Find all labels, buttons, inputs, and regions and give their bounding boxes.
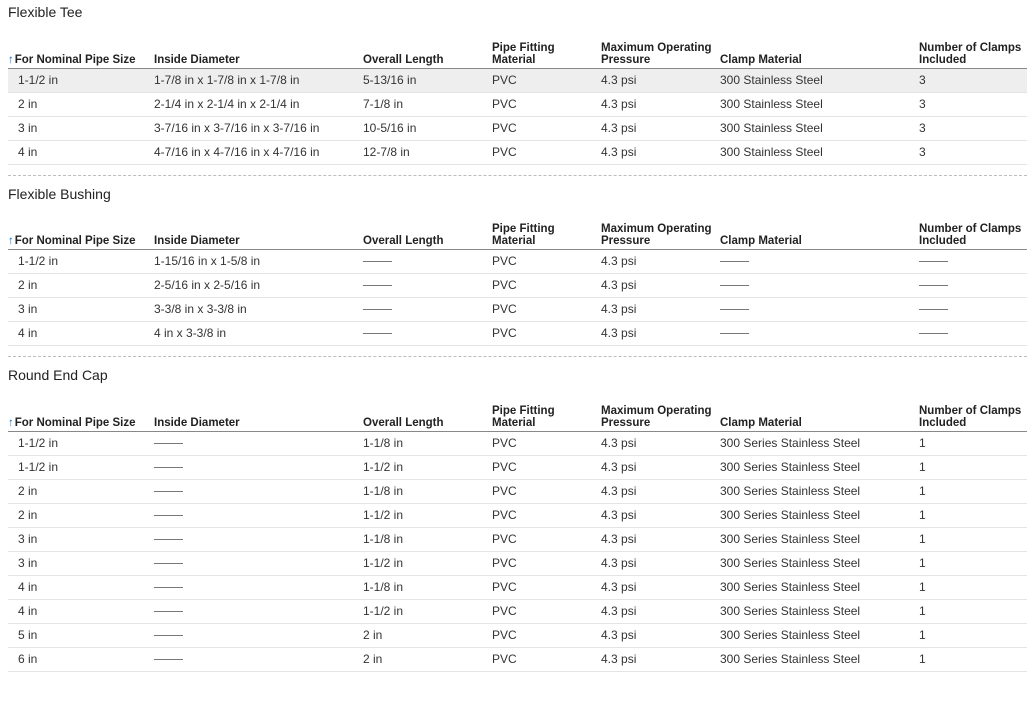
cell-pressure: 4.3 psi: [601, 322, 720, 346]
column-header-id: Inside Diameter: [154, 206, 363, 250]
cell-clamp: 300 Series Stainless Steel: [720, 503, 919, 527]
column-header-clamp: Clamp Material: [720, 24, 919, 68]
cell-material: PVC: [492, 623, 601, 647]
cell-clamp: [720, 298, 919, 322]
cell-id: 2-1/4 in x 2-1/4 in x 2-1/4 in: [154, 92, 363, 116]
cell-clamp: 300 Series Stainless Steel: [720, 575, 919, 599]
cell-clamp: 300 Series Stainless Steel: [720, 551, 919, 575]
cell-pressure: 4.3 psi: [601, 274, 720, 298]
table-row[interactable]: [8, 116, 1027, 140]
cell-clamps: [919, 250, 1027, 274]
cell-size: 4 in: [8, 140, 154, 164]
cell-size: 4 in: [8, 322, 154, 346]
cell-pressure: 4.3 psi: [601, 455, 720, 479]
column-header-clamps: Number of Clamps Included: [919, 387, 1027, 431]
table-row[interactable]: [8, 455, 1027, 479]
cell-material: PVC: [492, 527, 601, 551]
not-applicable-dash: [154, 635, 183, 636]
cell-size: 2 in: [8, 92, 154, 116]
column-header-id: Inside Diameter: [154, 387, 363, 431]
cell-clamps: 3: [919, 92, 1027, 116]
product-table: [8, 206, 1027, 347]
table-row[interactable]: [8, 575, 1027, 599]
product-section: [0, 0, 1027, 182]
column-header-pressure: Maximum Operating Pressure: [601, 387, 720, 431]
table-row[interactable]: [8, 551, 1027, 575]
cell-id: 1-7/8 in x 1-7/8 in x 1-7/8 in: [154, 68, 363, 92]
not-applicable-dash: [720, 309, 749, 310]
cell-clamps: 1: [919, 575, 1027, 599]
sort-arrow-icon: ↑: [8, 53, 14, 66]
section-title: Flexible Bushing: [8, 185, 111, 202]
cell-clamp: 300 Series Stainless Steel: [720, 647, 919, 671]
cell-clamps: 1: [919, 647, 1027, 671]
not-applicable-dash: [919, 261, 948, 262]
product-table: [8, 24, 1027, 165]
cell-material: PVC: [492, 92, 601, 116]
cell-length: 5-13/16 in: [363, 68, 492, 92]
cell-clamps: 1: [919, 455, 1027, 479]
cell-clamp: 300 Series Stainless Steel: [720, 455, 919, 479]
cell-clamps: [919, 322, 1027, 346]
column-header-clamps: Number of Clamps Included: [919, 24, 1027, 68]
cell-length: 7-1/8 in: [363, 92, 492, 116]
section-title: Flexible Tee: [8, 4, 83, 20]
cell-pressure: 4.3 psi: [601, 68, 720, 92]
cell-clamps: 1: [919, 623, 1027, 647]
cell-pressure: 4.3 psi: [601, 479, 720, 503]
cell-size: 1-1/2 in: [8, 68, 154, 92]
column-header-clamp: Clamp Material: [720, 387, 919, 431]
cell-clamp: 300 Series Stainless Steel: [720, 623, 919, 647]
table-row[interactable]: [8, 623, 1027, 647]
cell-size: 1-1/2 in: [8, 431, 154, 455]
cell-material: PVC: [492, 431, 601, 455]
cell-clamp: [720, 322, 919, 346]
not-applicable-dash: [919, 309, 948, 310]
column-header-length: Overall Length: [363, 387, 492, 431]
column-header-label: For Nominal Pipe Size: [14, 416, 136, 429]
cell-id: [154, 479, 363, 503]
cell-clamps: 3: [919, 68, 1027, 92]
cell-pressure: 4.3 psi: [601, 575, 720, 599]
cell-pressure: 4.3 psi: [601, 431, 720, 455]
cell-id: 2-5/16 in x 2-5/16 in: [154, 274, 363, 298]
cell-material: PVC: [492, 140, 601, 164]
cell-clamps: 1: [919, 599, 1027, 623]
table-row[interactable]: [8, 503, 1027, 527]
table-row[interactable]: [8, 250, 1027, 274]
cell-pressure: 4.3 psi: [601, 116, 720, 140]
column-header-pressure: Maximum Operating Pressure: [601, 206, 720, 250]
not-applicable-dash: [154, 611, 183, 612]
cell-clamps: 1: [919, 551, 1027, 575]
cell-size: 1-1/2 in: [8, 250, 154, 274]
cell-length: 2 in: [363, 623, 492, 647]
cell-size: 3 in: [8, 527, 154, 551]
cell-material: PVC: [492, 250, 601, 274]
table-row[interactable]: [8, 647, 1027, 671]
not-applicable-dash: [154, 587, 183, 588]
cell-clamps: 1: [919, 503, 1027, 527]
product-table: [8, 387, 1027, 672]
cell-length: 2 in: [363, 647, 492, 671]
not-applicable-dash: [154, 443, 183, 444]
column-header-length: Overall Length: [363, 24, 492, 68]
column-header-id: Inside Diameter: [154, 24, 363, 68]
column-header-material: Pipe Fitting Material: [492, 24, 601, 68]
table-row[interactable]: [8, 298, 1027, 322]
header-row: [8, 387, 1027, 431]
cell-size: 2 in: [8, 503, 154, 527]
cell-clamp: 300 Series Stainless Steel: [720, 479, 919, 503]
sort-arrow-icon: ↑: [8, 235, 14, 247]
cell-clamps: [919, 298, 1027, 322]
cell-id: [154, 455, 363, 479]
cell-size: 5 in: [8, 623, 154, 647]
cell-length: 1-1/8 in: [363, 431, 492, 455]
cell-pressure: 4.3 psi: [601, 599, 720, 623]
not-applicable-dash: [363, 285, 392, 286]
table-row[interactable]: [8, 92, 1027, 116]
header-row: [8, 24, 1027, 68]
column-header-material: Pipe Fitting Material: [492, 387, 601, 431]
cell-pressure: 4.3 psi: [601, 623, 720, 647]
table-row[interactable]: [8, 599, 1027, 623]
not-applicable-dash: [720, 285, 749, 286]
cell-size: 2 in: [8, 274, 154, 298]
table-row[interactable]: [8, 68, 1027, 92]
table-row[interactable]: [8, 431, 1027, 455]
cell-id: 3-7/16 in x 3-7/16 in x 3-7/16 in: [154, 116, 363, 140]
cell-id: 1-15/16 in x 1-5/8 in: [154, 250, 363, 274]
not-applicable-dash: [154, 563, 183, 564]
cell-clamp: 300 Stainless Steel: [720, 92, 919, 116]
sort-column-header[interactable]: [8, 206, 154, 250]
cell-size: 3 in: [8, 116, 154, 140]
cell-material: PVC: [492, 647, 601, 671]
cell-id: [154, 551, 363, 575]
cell-size: 4 in: [8, 599, 154, 623]
cell-pressure: 4.3 psi: [601, 551, 720, 575]
cell-length: [363, 274, 492, 298]
cell-material: PVC: [492, 479, 601, 503]
cell-material: PVC: [492, 298, 601, 322]
cell-length: [363, 322, 492, 346]
cell-pressure: 4.3 psi: [601, 527, 720, 551]
cell-id: [154, 431, 363, 455]
column-header-clamps: Number of Clamps Included: [919, 206, 1027, 250]
cell-clamp: [720, 250, 919, 274]
cell-id: [154, 599, 363, 623]
cell-material: PVC: [492, 322, 601, 346]
not-applicable-dash: [154, 491, 183, 492]
cell-id: [154, 503, 363, 527]
cell-id: 3-3/8 in x 3-3/8 in: [154, 298, 363, 322]
cell-length: 1-1/2 in: [363, 599, 492, 623]
cell-pressure: 4.3 psi: [601, 92, 720, 116]
cell-clamp: 300 Stainless Steel: [720, 140, 919, 164]
cell-length: 1-1/2 in: [363, 455, 492, 479]
sort-column-header[interactable]: [8, 24, 154, 68]
cell-clamp: 300 Stainless Steel: [720, 116, 919, 140]
not-applicable-dash: [720, 333, 749, 334]
column-header-clamp: Clamp Material: [720, 206, 919, 250]
product-section: [0, 363, 1027, 672]
not-applicable-dash: [154, 539, 183, 540]
not-applicable-dash: [919, 285, 948, 286]
cell-material: PVC: [492, 503, 601, 527]
cell-id: [154, 647, 363, 671]
cell-size: 3 in: [8, 298, 154, 322]
sort-column-header[interactable]: [8, 387, 154, 431]
table-row[interactable]: [8, 274, 1027, 298]
column-header-length: Overall Length: [363, 206, 492, 250]
cell-clamp: 300 Series Stainless Steel: [720, 599, 919, 623]
cell-length: 12-7/8 in: [363, 140, 492, 164]
not-applicable-dash: [363, 309, 392, 310]
cell-clamp: 300 Series Stainless Steel: [720, 431, 919, 455]
cell-pressure: 4.3 psi: [601, 250, 720, 274]
table-row[interactable]: [8, 527, 1027, 551]
not-applicable-dash: [919, 333, 948, 334]
cell-material: PVC: [492, 116, 601, 140]
cell-length: 10-5/16 in: [363, 116, 492, 140]
cell-length: 1-1/2 in: [363, 551, 492, 575]
cell-clamp: 300 Series Stainless Steel: [720, 527, 919, 551]
cell-pressure: 4.3 psi: [601, 503, 720, 527]
header-row: [8, 206, 1027, 250]
not-applicable-dash: [363, 261, 392, 262]
column-header-label: For Nominal Pipe Size: [14, 53, 136, 66]
cell-size: 3 in: [8, 551, 154, 575]
table-row[interactable]: [8, 140, 1027, 164]
cell-id: 4 in x 3-3/8 in: [154, 322, 363, 346]
table-row[interactable]: [8, 479, 1027, 503]
not-applicable-dash: [154, 659, 183, 660]
cell-clamps: 3: [919, 140, 1027, 164]
not-applicable-dash: [720, 261, 749, 262]
cell-pressure: 4.3 psi: [601, 298, 720, 322]
cell-material: PVC: [492, 575, 601, 599]
cell-pressure: 4.3 psi: [601, 140, 720, 164]
cell-size: 2 in: [8, 479, 154, 503]
column-header-pressure: Maximum Operating Pressure: [601, 24, 720, 68]
cell-clamps: 1: [919, 479, 1027, 503]
section-title: Round End Cap: [8, 367, 108, 383]
cell-pressure: 4.3 psi: [601, 647, 720, 671]
sort-arrow-icon: ↑: [8, 416, 14, 429]
cell-length: 1-1/8 in: [363, 575, 492, 599]
not-applicable-dash: [154, 467, 183, 468]
cell-size: 1-1/2 in: [8, 455, 154, 479]
cell-length: 1-1/8 in: [363, 527, 492, 551]
cell-material: PVC: [492, 68, 601, 92]
cell-id: [154, 527, 363, 551]
column-header-label: For Nominal Pipe Size: [14, 235, 136, 247]
cell-id: [154, 623, 363, 647]
cell-length: [363, 298, 492, 322]
cell-id: 4-7/16 in x 4-7/16 in x 4-7/16 in: [154, 140, 363, 164]
cell-clamps: 3: [919, 116, 1027, 140]
cell-material: PVC: [492, 455, 601, 479]
cell-material: PVC: [492, 274, 601, 298]
cell-clamps: [919, 274, 1027, 298]
cell-clamp: 300 Stainless Steel: [720, 68, 919, 92]
cell-id: [154, 575, 363, 599]
cell-size: 6 in: [8, 647, 154, 671]
cell-length: [363, 250, 492, 274]
cell-length: 1-1/8 in: [363, 479, 492, 503]
product-section: [0, 182, 1027, 364]
cell-clamps: 1: [919, 431, 1027, 455]
not-applicable-dash: [363, 333, 392, 334]
not-applicable-dash: [154, 515, 183, 516]
cell-length: 1-1/2 in: [363, 503, 492, 527]
cell-material: PVC: [492, 599, 601, 623]
cell-size: 4 in: [8, 575, 154, 599]
cell-clamps: 1: [919, 527, 1027, 551]
cell-material: PVC: [492, 551, 601, 575]
cell-clamp: [720, 274, 919, 298]
column-header-material: Pipe Fitting Material: [492, 206, 601, 250]
table-row[interactable]: [8, 322, 1027, 346]
